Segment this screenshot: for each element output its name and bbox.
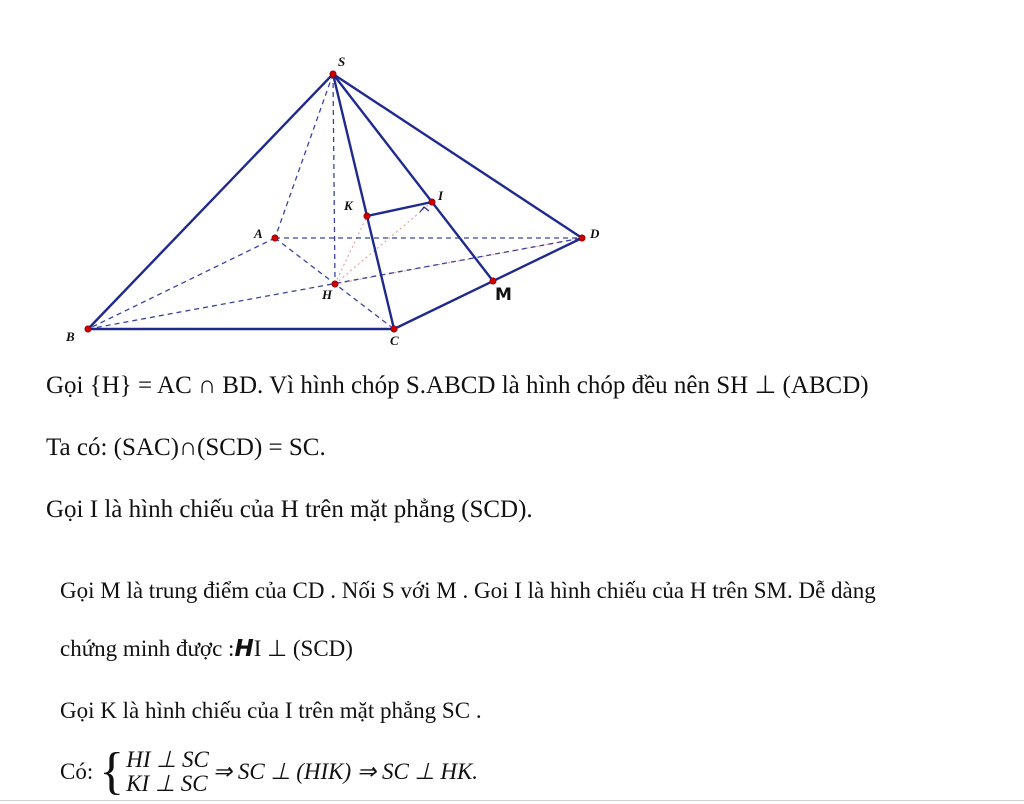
label-s: S bbox=[338, 54, 346, 69]
text-prefix: Có: bbox=[60, 759, 94, 784]
label-b: B bbox=[66, 329, 75, 344]
text-line-intersection: Ta có: (SAC)∩(SCD) = SC. bbox=[46, 434, 326, 461]
point-c bbox=[391, 326, 397, 332]
point-d bbox=[579, 235, 585, 241]
pyramid-figure bbox=[0, 0, 1024, 360]
text-rest: I ⊥ (SCD) bbox=[253, 636, 353, 661]
point-h bbox=[332, 281, 338, 287]
point-m bbox=[490, 278, 496, 284]
point-b bbox=[85, 326, 91, 332]
label-h: H bbox=[322, 287, 333, 302]
text-line-midpoint-m: Gọi M là trung điểm của CD . Nối S với M . Goi I là hình chiếu của H trên SM. Dễ dàng bbox=[60, 578, 876, 603]
condition-row: KI ⊥ SC bbox=[126, 771, 208, 796]
point-k bbox=[364, 213, 370, 219]
text-line-projection-i: Gọi I là hình chiếu của H trên mặt phẳng (SCD). bbox=[46, 496, 533, 523]
label-k: K bbox=[344, 198, 353, 213]
right-angle-mark bbox=[420, 207, 429, 212]
edge-ab bbox=[88, 238, 275, 329]
edge-sd bbox=[333, 74, 582, 238]
point-s bbox=[330, 71, 336, 77]
handwritten-h: H bbox=[234, 636, 254, 662]
conclusion-text: ⇒ SC ⊥ (HIK) ⇒ SC ⊥ HK. bbox=[212, 759, 479, 784]
label-c: C bbox=[390, 333, 399, 348]
edge-sa bbox=[275, 74, 333, 238]
edge-sh bbox=[333, 74, 335, 284]
label-m: M bbox=[495, 285, 512, 305]
text-line-projection-k: Gọi K là hình chiếu của I trên mặt phẳng SC . bbox=[60, 698, 482, 723]
label-d: D bbox=[590, 226, 600, 241]
brace-symbol: { bbox=[99, 743, 125, 800]
label-i: I bbox=[438, 188, 444, 203]
point-a bbox=[272, 235, 278, 241]
text-line-prove-hi bbox=[60, 636, 353, 662]
dotted-line-hi bbox=[335, 202, 432, 284]
condition-system bbox=[126, 748, 209, 796]
dotted-line-hk bbox=[335, 216, 367, 284]
condition-row: HI ⊥ SC bbox=[126, 747, 209, 772]
label-a: A bbox=[254, 226, 263, 241]
edge-cd bbox=[394, 238, 582, 329]
text-line-define-h: Gọi {H} = AC ∩ BD. Vì hình chóp S.ABCD là hình chóp đều nên SH ⊥ (ABCD) bbox=[46, 372, 869, 399]
text-line-conclusion bbox=[60, 743, 479, 800]
text-prefix: chứng minh được : bbox=[60, 636, 235, 661]
divider bbox=[0, 800, 1024, 801]
point-i bbox=[429, 199, 435, 205]
